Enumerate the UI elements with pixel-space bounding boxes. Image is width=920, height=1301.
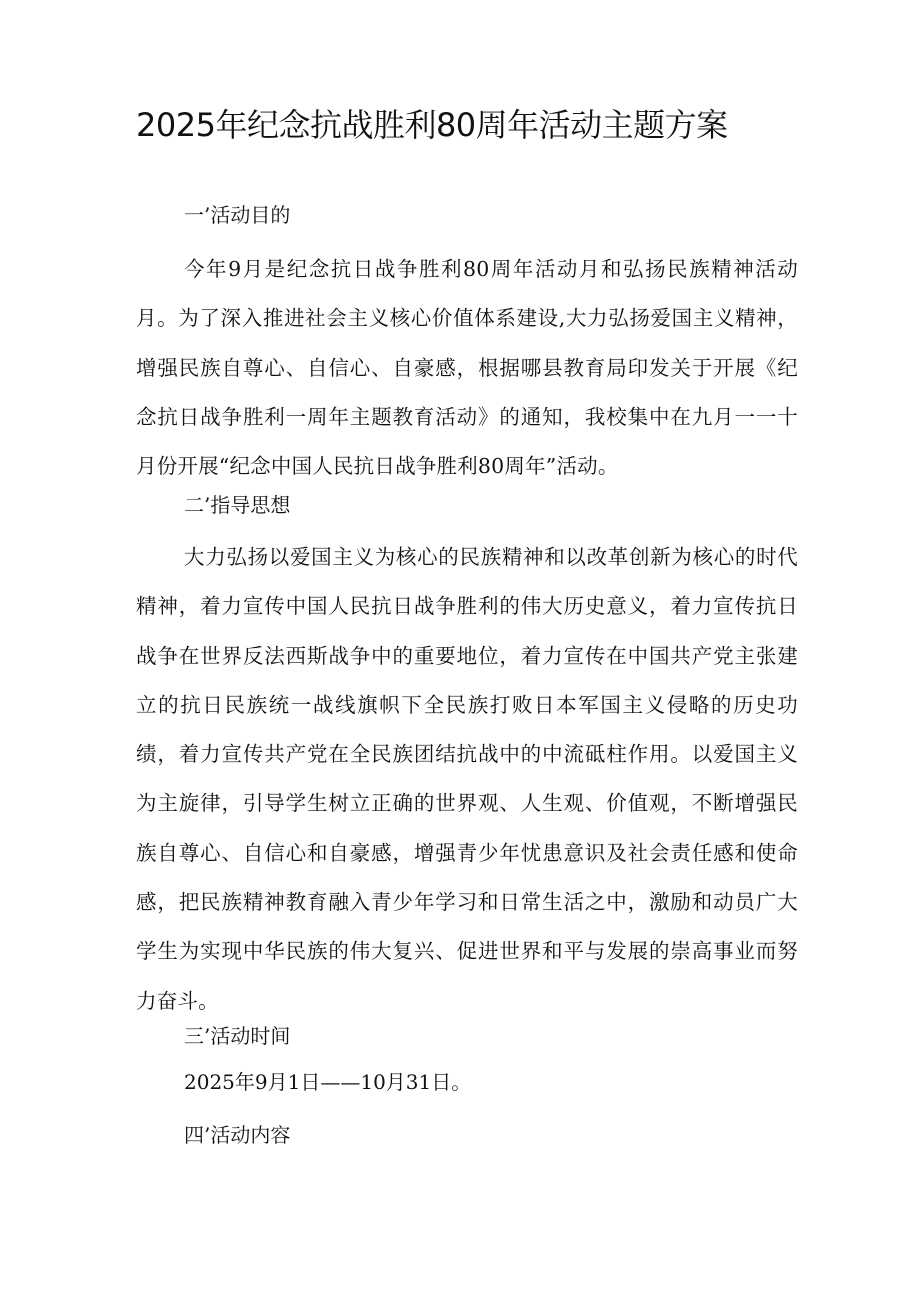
section-body-activity-time: 2025年9月1日——10月31日。 <box>184 1070 472 1094</box>
section-heading-purpose: 一’活动目的 <box>184 203 291 227</box>
section-heading-activity-time: 三’活动时间 <box>184 1024 291 1048</box>
section-heading-activity-content: 四’活动内容 <box>184 1123 291 1147</box>
section-heading-guiding-thought: 二’指导思想 <box>184 493 291 517</box>
document-title: 2025年纪念抗战胜利80周年活动主题方案 <box>136 106 728 144</box>
section-body-guiding-thought: 大力弘扬以爱国主义为核心的民族精神和以改革创新为核心的时代精神，着力宣传中国人民抗日战争胜利的伟大历史意义，着力宣传抗日战争在世界反法西斯战争中的重要地位，着力宣传在中国共产党主张建立的抗日民族统一战线旗帜下全民族打败日本军国主义侵略的历史功绩，着力宣传共产党在全民族团结抗战中的中流砥柱作用。以爱国主义为主旋律，引导学生树立正确的世界观、人生观、价值观，不断增强民族自尊心、自信心和自豪感，增强青少年忧患意识及社会责任感和使命感，把民族精神教育融入青少年学习和日常生活之中，激励和动员广大学生为实现中华民族的伟大复兴、促进世界和平与发展的崇高事业而努力奋斗。 <box>136 545 798 1013</box>
section-body-purpose: 今年9月是纪念抗日战争胜利80周年活动月和弘扬民族精神活动月。为了深入推进社会主义核心价值体系建设,大力弘扬爱国主义精神，增强民族自尊心、自信心、自豪感，根据哪县教育局印发关于开展《纪念抗日战争胜利一周年主题教育活动》的通知，我校集中在九月一一十月份开展“纪念中国人民抗日战争胜利80周年”活动。 <box>136 257 798 479</box>
